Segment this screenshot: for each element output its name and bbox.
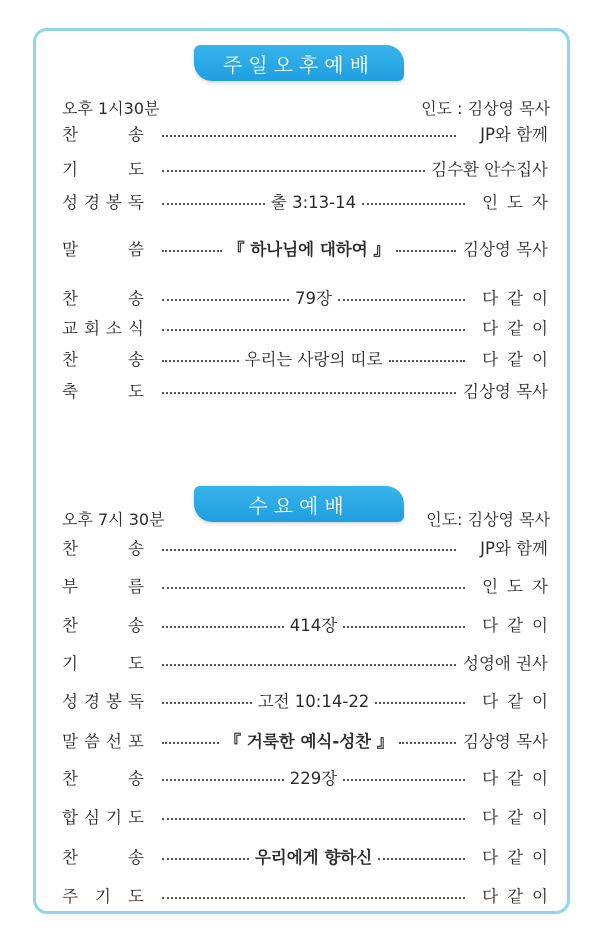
order-item-person: 인도자 [482, 193, 557, 212]
order-item-label: 말 씀 선 포 [62, 732, 144, 751]
order-row [62, 315, 557, 339]
order-leader-dots [162, 346, 465, 370]
order-item-label: 찬 송 [62, 125, 144, 144]
order-row [62, 844, 557, 868]
order-row [62, 121, 548, 145]
order-row [62, 156, 548, 180]
order-item-label: 성 경 봉 독 [62, 193, 144, 212]
order-leader-dots [162, 581, 465, 589]
order-item-content: 79장 [295, 289, 332, 308]
order-item-content: 414장 [289, 616, 338, 635]
order-row [62, 728, 548, 752]
wednesday-service-time: 오후 7시 30분 [62, 510, 165, 529]
order-leader-dots [162, 129, 456, 137]
order-item-content: 『 거룩한 예식-성찬 』 [224, 732, 394, 751]
order-item-label: 합 심 기 도 [62, 808, 144, 827]
sunday-service-banner: 주일오후예배 [194, 45, 404, 81]
order-item-label: 교 회 소 식 [62, 319, 144, 338]
order-item-label: 찬 송 [62, 848, 144, 867]
order-row [62, 285, 557, 309]
order-item-content: 우리는 사랑의 띠로 [244, 350, 383, 369]
order-item-person: JP와 함께 [480, 125, 548, 144]
order-row [62, 189, 557, 213]
order-item-label: 성 경 봉 독 [62, 692, 144, 711]
order-item-label: 찬 송 [62, 289, 144, 308]
order-leader-dots [162, 612, 465, 636]
order-row [62, 612, 557, 636]
order-item-person: 다같이 [482, 289, 557, 308]
order-item-person: 김상영 목사 [463, 240, 548, 259]
order-row [62, 535, 548, 559]
sunday-service-time: 오후 1시30분 [62, 99, 160, 118]
order-row [62, 883, 557, 907]
order-row [62, 688, 557, 712]
order-item-content: 『 하나님에 대하여 』 [228, 240, 390, 259]
order-leader-dots [162, 688, 465, 712]
order-leader-dots [162, 189, 465, 213]
order-row [62, 236, 548, 260]
order-leader-dots [162, 236, 456, 260]
order-item-content: 229장 [289, 769, 338, 788]
order-leader-dots [162, 164, 425, 172]
order-item-label: 기 도 [62, 160, 144, 179]
order-leader-dots [162, 658, 456, 666]
wednesday-service-leader: 인도: 김상영 목사 [426, 510, 550, 529]
order-leader-dots [162, 812, 465, 820]
order-item-label: 기 도 [62, 654, 144, 673]
order-leader-dots [162, 323, 465, 331]
order-leader-dots [162, 285, 465, 309]
order-item-person: 인도자 [482, 577, 557, 596]
order-leader-dots [162, 543, 456, 551]
order-item-person: 다같이 [482, 848, 557, 867]
order-item-label: 찬 송 [62, 539, 144, 558]
order-item-label: 주 기 도 [62, 887, 144, 906]
order-item-person: 다같이 [482, 887, 557, 906]
order-row [62, 573, 557, 597]
order-leader-dots [162, 728, 456, 752]
order-item-label: 부 름 [62, 577, 144, 596]
order-item-person: 김상영 목사 [463, 382, 548, 401]
wednesday-service-banner: 수요예배 [194, 486, 404, 522]
order-leader-dots [162, 891, 465, 899]
order-item-content: 출 3:13-14 [270, 193, 357, 212]
order-item-person: 다같이 [482, 616, 557, 635]
order-item-person: 성영애 권사 [463, 654, 548, 673]
order-item-person: 다같이 [482, 692, 557, 711]
order-item-person: 다같이 [482, 350, 557, 369]
order-leader-dots [162, 386, 456, 394]
order-row [62, 346, 557, 370]
order-item-label: 말 씀 [62, 240, 144, 259]
order-leader-dots [162, 844, 465, 868]
order-item-person: 다같이 [482, 769, 557, 788]
order-row [62, 804, 557, 828]
order-item-person: 다같이 [482, 319, 557, 338]
order-item-person: 다같이 [482, 808, 557, 827]
order-row [62, 765, 557, 789]
order-item-person: JP와 함께 [480, 539, 548, 558]
order-item-label: 찬 송 [62, 616, 144, 635]
order-item-label: 찬 송 [62, 769, 144, 788]
order-item-content: 우리에게 향하신 [254, 848, 373, 867]
order-item-content: 고전 10:14-22 [257, 692, 370, 711]
order-item-person: 김상영 목사 [463, 732, 548, 751]
order-row [62, 650, 548, 674]
order-item-label: 찬 송 [62, 350, 144, 369]
order-row [62, 378, 548, 402]
order-leader-dots [162, 765, 465, 789]
order-item-person: 김수환 안수집사 [431, 160, 548, 179]
order-item-label: 축 도 [62, 382, 144, 401]
sunday-service-leader: 인도 : 김상영 목사 [421, 99, 550, 118]
